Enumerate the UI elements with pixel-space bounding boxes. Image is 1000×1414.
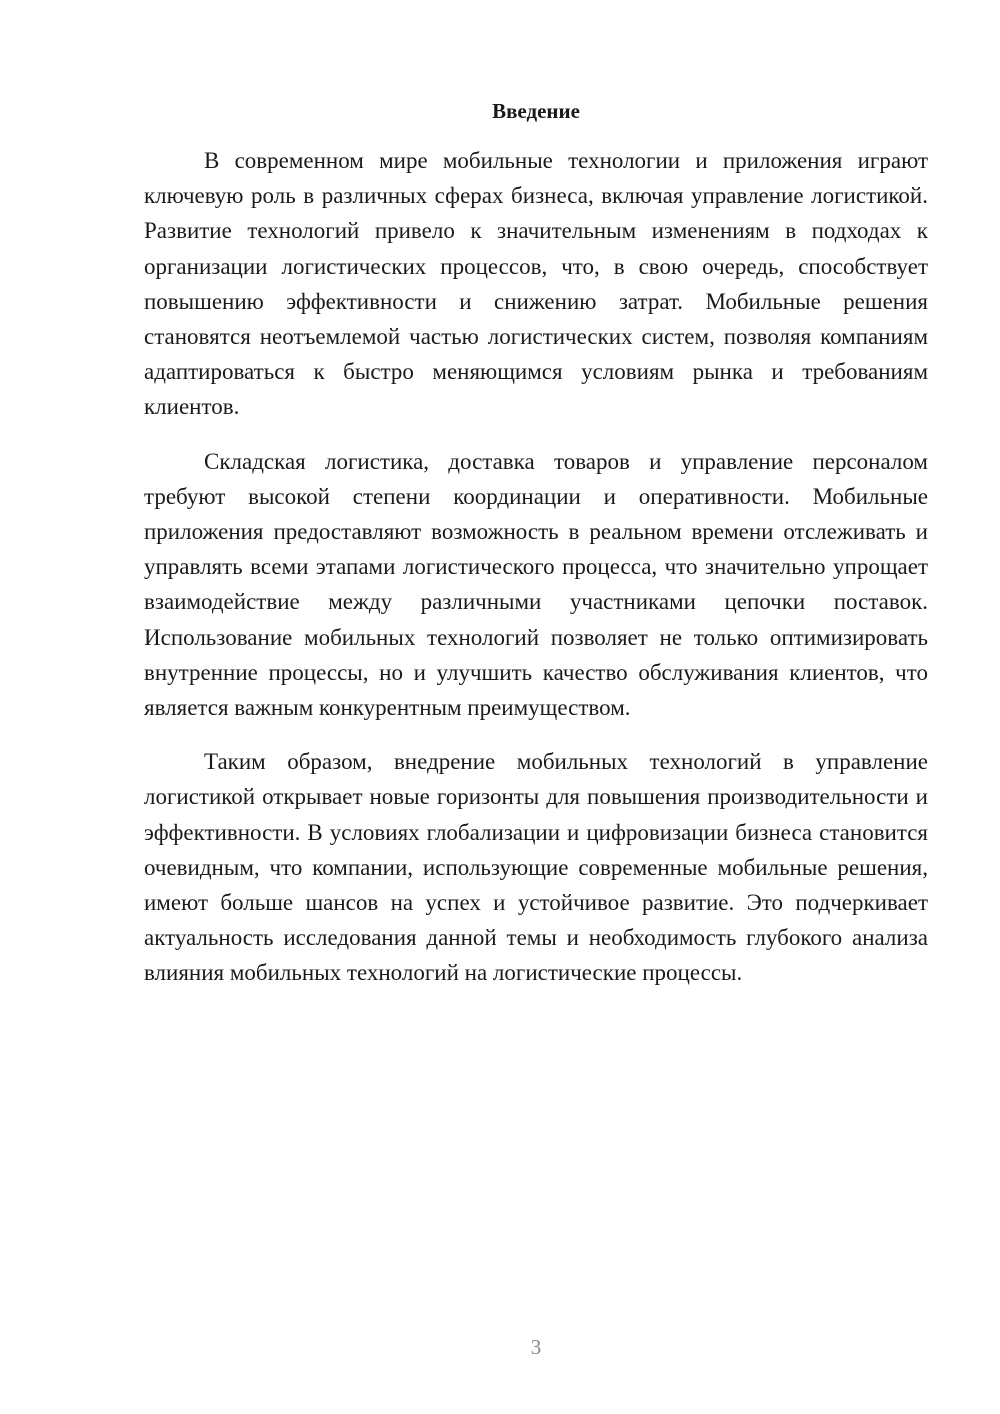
section-title: Введение (492, 99, 580, 123)
body-text (144, 143, 928, 1010)
paragraph-2: Складская логистика, доставка товаров и управление персоналом требуют высокой степени координации и оперативности. Мобильные приложения предоставляют возможность в реальном времени отслеживать и управлять всеми этапами логистического процесса, что значительно упрощает взаимодействие между различными участниками цепочки поставок. Использование мобильных технологий позволяет не только оптимизировать внутренние процессы, но и улучшить качество обслуживания клиентов, что является важным конкурентным преимуществом. (144, 448, 928, 721)
page-number: 3 (530, 1335, 542, 1359)
paragraph-1: В современном мире мобильные технологии и приложения играют ключевую роль в различных сферах бизнеса, включая управление логистикой. Развитие технологий привело к значительным изменениям в подходах к организации логистических процессов, что, в свою очередь, способствует повышению эффективности и снижению затрат. Мобильные решения становятся неотъемлемой частью логистических систем, позволяя компаниям адаптироваться к быстро меняющимся условиям рынка и требованиям клиентов. (144, 148, 928, 420)
paragraph-3: Таким образом, внедрение мобильных технологий в управление логистикой открывает новые горизонты для повышения производительности и эффективности. В условиях глобализации и цифровизации бизнеса становится очевидным, что компании, использующие современные мобильные решения, имеют больше шансов на успех и устойчивое развитие. Это подчеркивает актуальность исследования данной темы и необходимость глубокого анализа влияния мобильных технологий на логистические процессы. (144, 749, 928, 986)
